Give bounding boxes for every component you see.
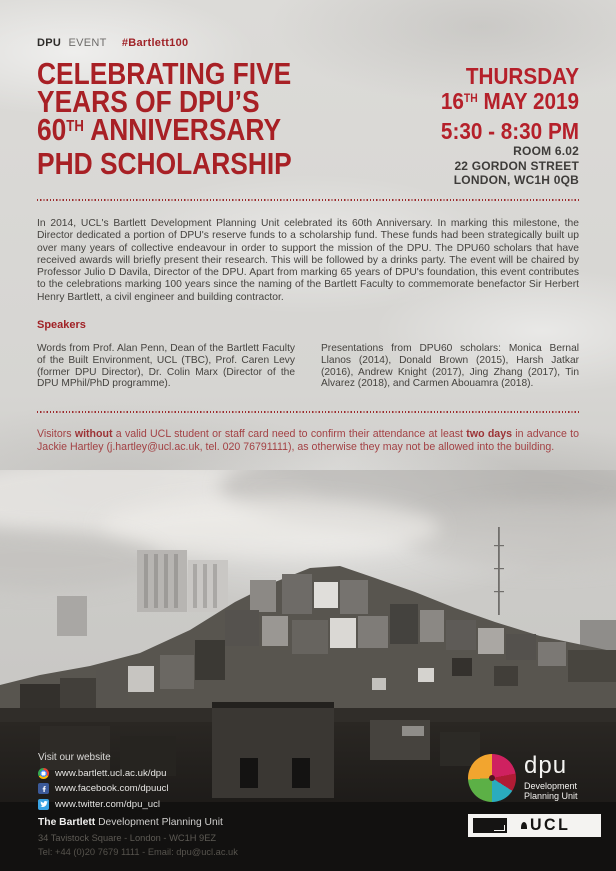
visitor-notice: Visitors without a valid UCL student or staff card need to confirm their attendance at least two days in advance to Jackie Hartley (j.hartley@ucl.ac.uk, tel. 020 76791111), as otherwise they may not be allowed into the building. — [37, 428, 579, 453]
ucl-wordmark: UCL — [530, 816, 571, 834]
dotted-divider-top — [37, 199, 579, 201]
title-line-3: 60TH ANNIVERSARY — [37, 112, 282, 147]
ucl-logo — [468, 814, 601, 837]
intro-paragraph: In 2014, UCL's Bartlett Development Planning Unit celebrated its 60th Anniversary. In marking this milestone, the Director dedicated a portion of DPU's reserve funds to a scholarship fund. These funds had been strategically built up over many years of collective endeavour in order to support the mission of the DPU. The DPU60 scholars that have received awards will briefly present their research. This will be followed by a drinks party. The event will be chaired by Professor Julio D Davila, Director of the DPU. Apart from marking 65 years of DPU's foundation, this event contributes to the celebrations marking 100 years since the naming of the Bartlett Faculty to commemorate benefactor Sir Herbert Henry Bartlett, a civil engineer and building contractor. — [37, 218, 579, 303]
website-url: www.bartlett.ucl.ac.uk/dpu — [55, 767, 167, 779]
eyebrow-hashtag: #Bartlett100 — [121, 37, 189, 49]
notice-bold-without: without — [74, 428, 113, 440]
dpu-logo-words — [524, 754, 578, 802]
footer — [38, 752, 238, 857]
event-date: 16TH MAY 2019 — [440, 88, 579, 114]
dpu-wordmark: dpu — [524, 752, 568, 779]
dpu-logo-icon — [468, 754, 516, 802]
title-line-1: CELEBRATING FIVE — [37, 56, 292, 91]
dpu-logo — [468, 754, 578, 802]
ucl-portico-icon — [473, 818, 507, 833]
eyebrow-org: DPU — [37, 37, 62, 49]
event-venue — [454, 144, 579, 188]
title-line-4: PHD SCHOLARSHIP — [37, 146, 292, 181]
website-link-row — [38, 768, 238, 779]
dpu-subtitle: Development Planning Unit — [524, 781, 578, 801]
date-superscript: TH — [463, 93, 478, 106]
facebook-url: www.facebook.com/dpuucl — [55, 783, 169, 794]
event-title — [37, 56, 394, 181]
event-day: THURSDAY — [465, 63, 579, 89]
twitter-icon — [38, 799, 49, 810]
venue-city: LONDON, WC1H 0QB — [453, 173, 579, 187]
speakers-column-right: Presentations from DPU60 scholars: Monica Bernal Llanos (2014), Donald Brown (2015), Harsh Jatkar (2016), Andrew Knight (2017), Jing Zhang (2017), Tin Alvarez (2018), and Carmen Abouamra (2018). — [321, 343, 579, 390]
speakers-heading: Speakers — [37, 319, 86, 331]
venue-room: ROOM 6.02 — [513, 144, 579, 158]
visit-website-label: Visit our website — [38, 752, 111, 763]
title-line-2: YEARS OF DPU’S — [37, 84, 260, 119]
dotted-divider-bottom — [37, 411, 579, 413]
organisation-name: The Bartlett Development Planning Unit — [38, 816, 223, 828]
speakers-column-left: Words from Prof. Alan Penn, Dean of the Bartlett Faculty of the Built Environment, UCL (TBC), Prof. Caren Levy (former DPU Director), Dr. Colin Marx (Director of the DPU MPhil/PhD programme). — [37, 343, 295, 390]
twitter-link-row — [38, 799, 238, 810]
venue-street: 22 GORDON STREET — [454, 158, 579, 173]
event-time: 5:30 - 8:30 PM — [440, 118, 579, 144]
notice-bold-two-days: two days — [466, 428, 512, 440]
ucl-dome-icon — [521, 822, 527, 829]
twitter-url: www.twitter.com/dpu_ucl — [55, 798, 161, 810]
globe-icon — [38, 768, 49, 779]
eyebrow-kind: EVENT — [68, 37, 107, 49]
facebook-link-row — [38, 783, 238, 794]
facebook-icon — [38, 783, 49, 794]
event-datetime — [345, 64, 579, 144]
organisation-address: 34 Tavistock Square - London - WC1H 9EZ — [38, 832, 217, 843]
eyebrow — [37, 37, 188, 49]
title-superscript: TH — [66, 117, 84, 135]
organisation-contact: Tel: +44 (0)20 7679 1111 - Email: dpu@ucl.ac.uk — [38, 846, 238, 857]
